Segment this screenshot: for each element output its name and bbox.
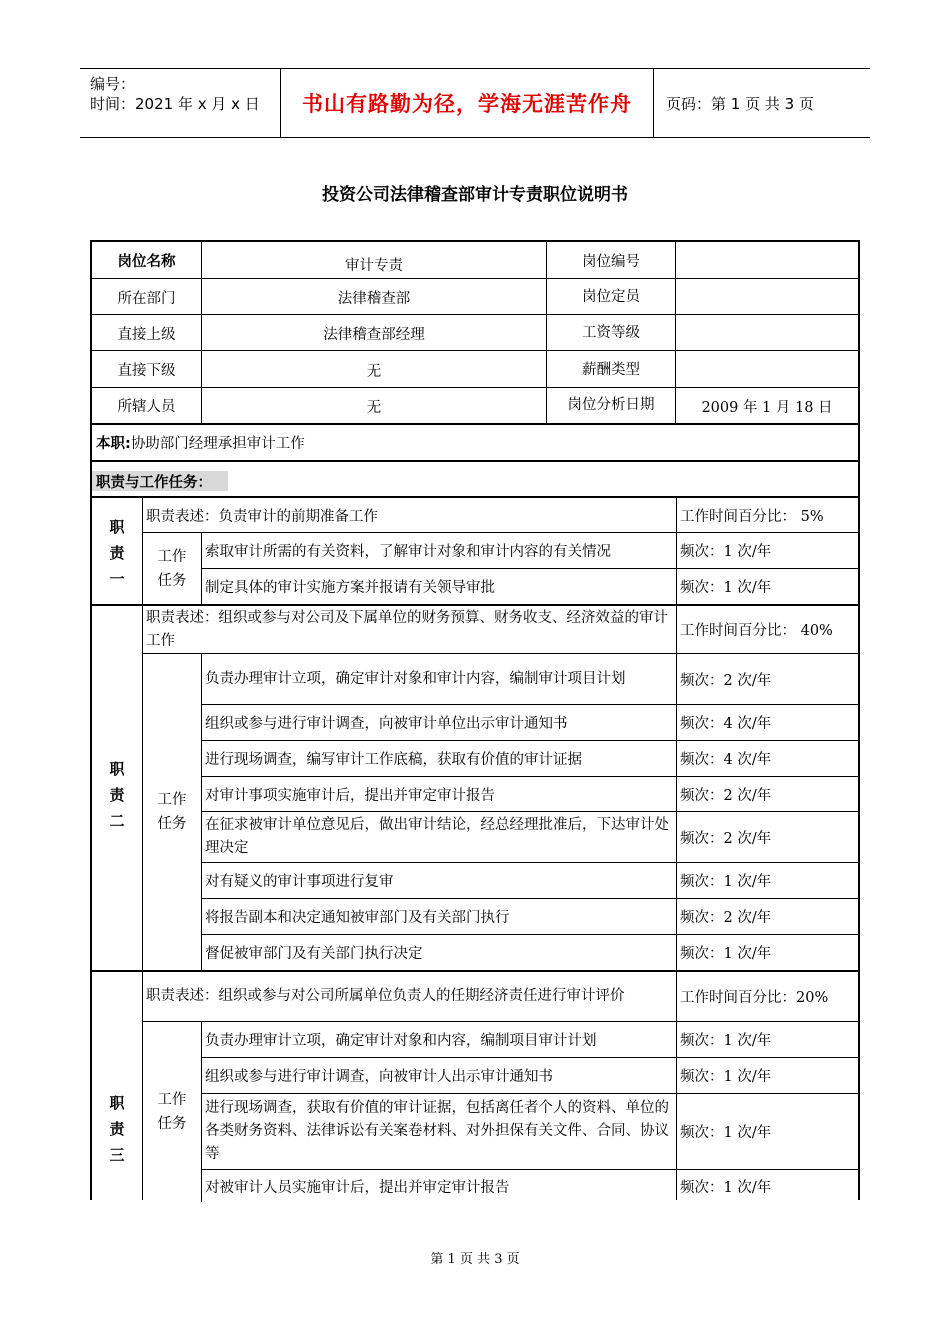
value-direct-superior: 法律稽查部经理: [323, 326, 425, 343]
duty-2-task-3: 进行现场调查，编写审计工作底稿，获取有价值的审计证据: [205, 752, 582, 768]
value-department: 法律稽查部: [337, 290, 411, 307]
label-direct-subordinate: 直接下级: [117, 362, 176, 379]
value-pay-type: [676, 351, 858, 387]
duty-2-task-8: 督促被审部门及有关部门执行决定: [205, 946, 423, 962]
duty-3-task-label: 工作 任务: [157, 1092, 187, 1132]
duty-3-statement: 职责表述：组织或参与对公司所属单位负责人的任期经济责任进行审计评价: [146, 988, 625, 1004]
duty-2-name: 职 责 二: [109, 760, 125, 830]
duty-2-task-1-freq: 频次：2 次/年: [680, 672, 772, 689]
label-department: 所在部门: [117, 290, 176, 307]
doc-date-label: 时间：2021 年 x 月 x 日: [90, 95, 260, 113]
job-description-table: [90, 240, 860, 1200]
duty-2-task-8-freq: 频次：1 次/年: [680, 946, 772, 962]
value-position-name: 审计专责: [345, 257, 403, 274]
duty-2-task-3-freq: 频次：4 次/年: [680, 752, 772, 768]
duty-3-task-1-freq: 频次：1 次/年: [680, 1033, 772, 1049]
duty-3-task-3: 进行现场调查，获取有价值的审计证据，包括离任者个人的资料、单位的各类财务资料、法律诉讼有关案卷材料、对外担保有关文件、合同、协议等: [205, 1100, 669, 1162]
duty-2-task-6-freq: 频次：1 次/年: [680, 874, 772, 890]
duty-1-task-2: 制定具体的审计实施方案并报请有关领导审批: [205, 580, 495, 596]
duty-summary-label: 本职:: [96, 436, 131, 452]
duty-2-statement: 职责表述：组织或参与对公司及下属单位的财务预算、财务收支、经济效益的审计工作: [146, 609, 668, 649]
label-position-name: 岗位名称: [117, 253, 176, 270]
value-analysis-date: 2009 年 1 月 18 日: [701, 400, 833, 416]
duty-3-percent: 工作时间百分比：20%: [680, 990, 829, 1006]
duty-3-task-2-freq: 频次：1 次/年: [680, 1069, 772, 1085]
duty-3-task-4: 对被审计人员实施审计后，提出并审定审计报告: [205, 1179, 510, 1196]
duty-summary-row: [96, 425, 846, 460]
duty-2-task-label: 工作 任务: [157, 792, 187, 832]
duty-3-task-2: 组织或参与进行审计调查，向被审计人出示审计通知书: [205, 1069, 553, 1085]
duty-2-task-1: 负责办理审计立项，确定审计对象和审计内容，编制审计项目计划: [205, 670, 626, 687]
label-salary-grade: 工资等级: [582, 324, 640, 341]
doc-number-label: 编号：: [90, 75, 136, 93]
label-headcount: 岗位定员: [582, 288, 640, 305]
duty-summary-text: 协助部门经理承担审计工作: [130, 436, 305, 452]
value-direct-subordinate: 无: [366, 363, 382, 380]
duty-2-task-7: 将报告副本和决定通知被审部门及有关部门执行: [205, 910, 510, 926]
document-title: 投资公司法律稽查部审计专责职位说明书: [322, 185, 628, 205]
duty-2-task-2-freq: 频次：4 次/年: [680, 716, 772, 732]
duty-2-percent: 工作时间百分比： 40%: [680, 623, 833, 639]
duty-3-task-1: 负责办理审计立项，确定审计对象和内容，编制项目审计计划: [205, 1033, 597, 1049]
duty-3-name: 职 责 三: [109, 1094, 125, 1164]
header-meta: [80, 69, 281, 137]
header-motto: 书山有路勤为径，学海无涯苦作舟: [281, 69, 654, 137]
value-staff-managed: 无: [366, 400, 382, 416]
duty-1-task-1: 索取审计所需的有关资料，了解审计对象和审计内容的有关情况: [205, 544, 611, 560]
value-headcount: [676, 279, 858, 315]
label-direct-superior: 直接上级: [117, 326, 176, 343]
label-pay-type: 薪酬类型: [582, 361, 640, 378]
duty-2-task-4: 对审计事项实施审计后，提出并审定审计报告: [205, 787, 495, 804]
tasks-heading: 职责与工作任务：: [96, 474, 212, 491]
label-position-code: 岗位编号: [582, 253, 640, 270]
duty-1-percent: 工作时间百分比： 5%: [680, 508, 824, 525]
value-position-code: [676, 242, 858, 278]
duty-2-task-2: 组织或参与进行审计调查，向被审计单位出示审计通知书: [205, 716, 568, 732]
label-staff-managed: 所辖人员: [117, 399, 176, 415]
duty-2-task-4-freq: 频次：2 次/年: [680, 787, 772, 804]
page-header: [80, 68, 870, 138]
page-footer: 第 1 页 共 3 页: [430, 1252, 520, 1267]
duty-1-statement: 职责表述：负责审计的前期准备工作: [146, 508, 378, 525]
label-analysis-date: 岗位分析日期: [567, 397, 655, 413]
duty-1-task-label: 工作 任务: [157, 548, 187, 589]
duty-2-task-6: 对有疑义的审计事项进行复审: [205, 874, 394, 890]
duty-2-task-7-freq: 频次：2 次/年: [680, 910, 772, 926]
duty-3-task-3-freq: 频次：1 次/年: [680, 1125, 772, 1141]
duty-3-task-4-freq: 频次：1 次/年: [680, 1179, 772, 1196]
duty-1-task-2-freq: 频次：1 次/年: [680, 580, 772, 596]
duty-1-name: 职 责 一: [109, 518, 125, 588]
value-salary-grade: [676, 315, 858, 351]
duty-2-task-5: 在征求被审计单位意见后，做出审计结论，经总经理批准后，下达审计处理决定: [205, 817, 669, 856]
duty-1-task-1-freq: 频次：1 次/年: [680, 544, 772, 560]
duty-2-task-5-freq: 频次：2 次/年: [680, 830, 772, 847]
header-page-number: 页码：第 1 页 共 3 页: [666, 94, 814, 113]
